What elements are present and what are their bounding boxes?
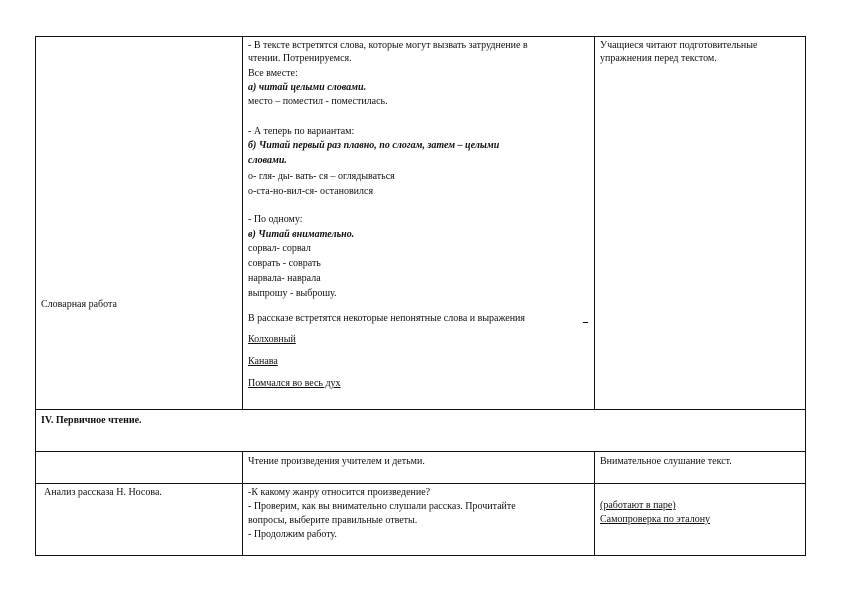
teacher-text: Все вместе: xyxy=(248,68,298,79)
teacher-activity: Чтение произведения учителем и детьми. xyxy=(248,456,425,467)
section-header: IV. Первичное чтение. xyxy=(41,415,142,426)
col-divider-1-bottom xyxy=(242,451,243,556)
student-activity: Самопроверка по эталону xyxy=(600,514,711,525)
reading-task-a: а) читай целыми словами. xyxy=(248,82,367,93)
table-border-top xyxy=(35,36,806,37)
teacher-text: чтении. Потренируемся. xyxy=(248,53,352,64)
teacher-text: - В тексте встретятся слова, которые могут вызвать затруднение в xyxy=(248,40,528,51)
reading-task-b: словами. xyxy=(248,155,287,166)
table-border-bottom xyxy=(35,555,806,556)
reading-task-b: б) Читай первый раз плавно, по слогам, затем – целыми xyxy=(248,140,500,151)
col-divider-1-top xyxy=(242,36,243,410)
word-exercise: сорвал- сорвал xyxy=(248,243,311,254)
row-divider-1 xyxy=(35,409,806,410)
vocab-term: Колховный xyxy=(248,334,296,345)
teacher-text: вопросы, выберите правильные ответы. xyxy=(248,515,418,526)
word-exercise: место – поместил - поместилась. xyxy=(248,96,388,107)
teacher-text: - Проверим, как вы внимательно слушали рассказ. Прочитайте xyxy=(248,501,516,512)
student-activity: упражнения перед текстом. xyxy=(600,53,717,64)
reading-task-c: в) Читай внимательно. xyxy=(248,229,355,240)
teacher-text: - По одному: xyxy=(248,214,303,225)
teacher-text: В рассказе встретятся некоторые непонятные слова и выражения xyxy=(248,313,526,324)
col-divider-2-bottom xyxy=(594,451,595,556)
vocab-term: Канава xyxy=(248,356,278,367)
student-activity: Внимательное слушание текст. xyxy=(600,456,732,467)
teacher-text: -К какому жанру относится произведение? xyxy=(248,487,431,498)
student-activity: (работают в паре) xyxy=(600,500,676,511)
word-exercise: нарвала- наврала xyxy=(248,273,321,284)
stage-label: Словарная работа xyxy=(41,299,117,310)
vocab-term: Помчался во весь дух xyxy=(248,378,341,389)
row-divider-3 xyxy=(35,483,806,484)
word-exercise: о- гля- ды- вать- ся – оглядываться xyxy=(248,171,395,182)
word-exercise: выпрошу - выброшу. xyxy=(248,288,337,299)
word-exercise: о-ста-но-вил-ся- остановился xyxy=(248,186,374,197)
stage-label: Анализ рассказа Н. Носова. xyxy=(44,487,162,498)
word-exercise: соврать - соврать xyxy=(248,258,321,269)
teacher-text: - А теперь по вариантам: xyxy=(248,126,355,137)
table-border-right xyxy=(805,36,806,556)
underline-mark xyxy=(583,322,588,323)
teacher-text: - Продолжим работу. xyxy=(248,529,337,540)
table-border-left xyxy=(35,36,36,556)
student-activity: Учащиеся читают подготовительные xyxy=(600,40,758,51)
col-divider-2-top xyxy=(594,36,595,410)
row-divider-2 xyxy=(35,451,806,452)
